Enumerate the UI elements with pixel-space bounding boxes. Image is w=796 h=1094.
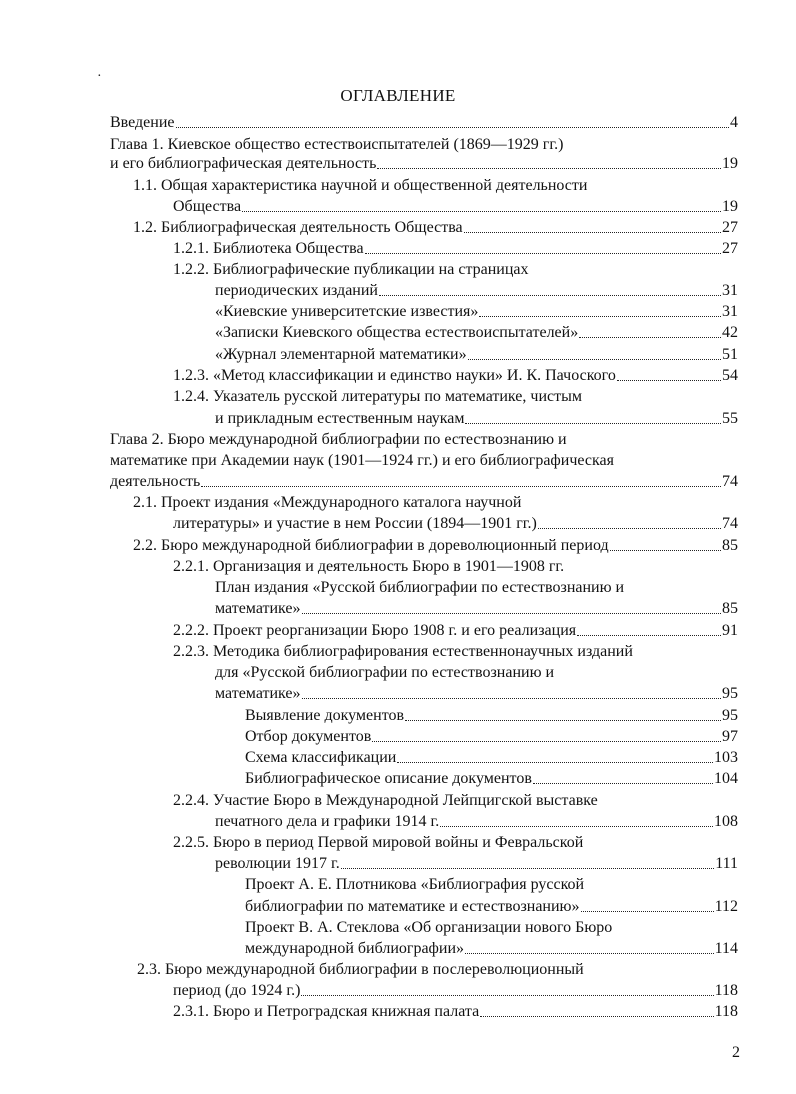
toc-entry-title: Введение: [110, 114, 175, 131]
toc-entry-title: математике»: [215, 685, 301, 702]
toc-entry-title: Выявление документов: [245, 707, 405, 724]
toc-entry-page: 27: [722, 219, 738, 236]
toc-entry: [215, 280, 738, 301]
toc-entry: [173, 386, 582, 407]
toc-entry-title: и его библиографическая деятельность: [110, 155, 377, 172]
toc-entry-page: 111: [715, 855, 738, 872]
stray-dot-mark: ·: [97, 69, 102, 84]
toc-entry-page: 114: [714, 940, 738, 957]
toc-entry: [173, 832, 583, 853]
toc-entry: [173, 259, 529, 280]
toc-entry: [110, 153, 738, 174]
toc-entry-page: 118: [714, 1003, 738, 1020]
toc-entry-title: международной библиографии»: [245, 940, 465, 957]
toc-entry-page: 85: [722, 600, 738, 617]
page-number: 2: [732, 1044, 740, 1061]
toc-entry: [110, 471, 738, 492]
toc-entry-page: 42: [722, 324, 738, 341]
dot-leader: [533, 783, 713, 784]
dot-leader: [176, 127, 730, 128]
toc-entry-title: 2.3. Бюро международной библиографии в послереволюционный: [137, 961, 584, 978]
toc-entry: [173, 556, 564, 577]
toc-entry-title: печатного дела и графики 1914 г.: [215, 813, 440, 830]
dot-leader: [465, 423, 721, 424]
toc-entry-title: литературы» и участие в нем России (1894—1901 гг.): [173, 515, 537, 532]
dot-leader: [201, 486, 721, 487]
toc-entry-title: для «Русской библиографии по естествознанию и: [215, 664, 555, 681]
toc-entry-page: 112: [714, 898, 738, 915]
dot-leader: [397, 762, 713, 763]
toc-entry-title: Глава 1. Киевское общество естествоиспытателей (1869—1929 гг.): [110, 136, 564, 153]
toc-entry-title: математике»: [215, 600, 301, 617]
toc-entry: [173, 238, 738, 259]
dot-leader: [301, 995, 713, 996]
toc-entry-title: 2.2.1. Организация и деятельность Бюро в 1901—1908 гг.: [173, 558, 565, 575]
dot-leader: [372, 741, 721, 742]
toc-entry-page: 54: [722, 367, 738, 384]
toc-entry-page: 27: [722, 240, 738, 257]
toc-entry-title: 1.2.1. Библиотека Общества: [173, 240, 364, 257]
toc-entry: [215, 853, 738, 874]
toc-entry-title: 1.2.4. Указатель русской литературы по математике, чистым: [173, 388, 582, 405]
toc-entry-title: период (до 1924 г.): [173, 982, 301, 999]
toc-entry: [245, 917, 612, 938]
page-title: ОГЛАВЛЕНИЕ: [340, 86, 456, 105]
toc-entry-title: и прикладным естественным наукам: [215, 410, 465, 427]
toc-entry: [245, 938, 738, 959]
toc-entry-title: Отбор документов: [245, 728, 372, 745]
dot-leader: [377, 168, 721, 169]
dot-leader: [538, 528, 721, 529]
toc-entry-title: 1.2. Библиографическая деятельность Общества: [133, 219, 463, 236]
toc-entry: [245, 726, 738, 747]
toc-entry: [245, 747, 738, 768]
toc-entry-page: 108: [714, 813, 738, 830]
toc-entry-title: деятельность: [110, 473, 201, 490]
toc-entry-title: «Киевские университетские известия»: [215, 303, 479, 320]
toc-entry-page: 85: [722, 537, 738, 554]
toc-entry-title: 2.2.2. Проект реорганизации Бюро 1908 г. и его реализация: [173, 622, 577, 639]
toc-entry-title: 2.2.4. Участие Бюро в Международной Лейпцигской выставке: [173, 792, 598, 809]
toc-entry: [110, 429, 567, 450]
toc-entry-title: 1.2.3. «Метод классификации и единство науки» И. К. Пачоского: [173, 367, 616, 384]
toc-entry: [133, 217, 738, 238]
toc-entry-title: Библиографическое описание документов: [245, 770, 532, 787]
toc-entry-page: 55: [722, 410, 738, 427]
toc-entry: [215, 301, 738, 322]
toc-entry-title: 2.3.1. Бюро и Петроградская книжная палата: [173, 1003, 480, 1020]
dot-leader: [479, 316, 721, 317]
toc-entry-title: Общества: [173, 198, 242, 215]
toc-entry-title: революции 1917 г.: [215, 855, 340, 872]
toc-entry: [137, 959, 584, 980]
toc-entry-page: 97: [722, 728, 738, 745]
toc-entry-title: 2.2. Бюро международной библиографии в дореволюционный период: [133, 537, 609, 554]
toc-entry-title: библиографии по математике и естествознанию»: [245, 898, 580, 915]
dot-leader: [617, 380, 721, 381]
toc-entry: [245, 874, 584, 895]
toc-entry: [133, 175, 587, 196]
toc-entry-page: 91: [722, 622, 738, 639]
toc-entry-title: Проект А. Е. Плотникова «Библиография русской: [245, 876, 585, 893]
toc-entry-page: 104: [714, 770, 738, 787]
dot-leader: [581, 911, 714, 912]
toc-entry-title: периодических изданий: [215, 282, 378, 299]
dot-leader: [365, 253, 721, 254]
toc-entry: [173, 980, 738, 1001]
toc-entry-title: Проект В. А. Стеклова «Об организации нового Бюро: [245, 919, 613, 936]
toc-entry: [215, 322, 738, 343]
toc-entry-title: Схема классификации: [245, 749, 397, 766]
toc-entry-page: 19: [722, 198, 738, 215]
dot-leader: [302, 698, 721, 699]
toc-entry: [215, 811, 738, 832]
toc-entry: [133, 535, 738, 556]
toc-entry: [215, 598, 738, 619]
toc-entry: [245, 896, 738, 917]
toc-entry: [215, 683, 738, 704]
toc-entry: [173, 790, 598, 811]
dot-leader: [577, 635, 721, 636]
toc-entry-page: 31: [722, 282, 738, 299]
toc-entry-title: 2.1. Проект издания «Международного каталога научной: [133, 494, 522, 511]
toc-entry: [215, 408, 738, 429]
toc-entry: [110, 112, 738, 133]
toc-entry: [245, 768, 738, 789]
dot-leader: [302, 613, 721, 614]
toc-entry-title: 1.1. Общая характеристика научной и общественной деятельности: [133, 177, 588, 194]
dot-leader: [379, 295, 721, 296]
toc-entry-page: 95: [722, 685, 738, 702]
toc-entry: [215, 344, 738, 365]
toc-entry-page: 95: [722, 707, 738, 724]
toc-entry: [110, 134, 563, 155]
toc-entry-page: 31: [722, 303, 738, 320]
toc-entry-title: 2.2.3. Методика библиографирования естественнонаучных изданий: [173, 643, 633, 660]
toc-entry: [133, 492, 521, 513]
toc-entry-title: Глава 2. Бюро международной библиографии по естествознанию и: [110, 431, 567, 448]
toc-entry-title: «Журнал элементарной математики»: [215, 346, 467, 363]
toc-entry-title: математике при Академии наук (1901—1924 гг.) и его библиографическая: [110, 452, 614, 469]
toc-entry: [245, 705, 738, 726]
toc-entry-title: 2.2.5. Бюро в период Первой мировой войны и Февральской: [173, 834, 584, 851]
toc-entry-title: 1.2.2. Библиографические публикации на страницах: [173, 261, 529, 278]
toc-entry: [173, 620, 738, 641]
toc-entry: [173, 513, 738, 534]
toc-entry: [110, 450, 614, 471]
toc-entry: [173, 641, 633, 662]
dot-leader: [579, 337, 721, 338]
dot-leader: [610, 550, 721, 551]
toc-entry-title: План издания «Русской библиографии по естествознанию и: [215, 579, 625, 596]
dot-leader: [464, 232, 721, 233]
dot-leader: [480, 1016, 713, 1017]
dot-leader: [440, 826, 713, 827]
toc-entry-page: 74: [722, 473, 738, 490]
dot-leader: [341, 868, 714, 869]
toc-entry: [173, 1001, 738, 1022]
toc-entry-page: 19: [722, 155, 738, 172]
dot-leader: [465, 953, 714, 954]
dot-leader: [405, 720, 721, 721]
dot-leader: [242, 211, 721, 212]
toc-entry: [215, 662, 554, 683]
toc-entry: [173, 196, 738, 217]
toc-entry: [173, 365, 738, 386]
dot-leader: [468, 359, 721, 360]
toc-entry-page: 51: [722, 346, 738, 363]
toc-entry-title: «Записки Киевского общества естествоиспытателей»: [215, 324, 579, 341]
toc-entry-page: 118: [714, 982, 738, 999]
toc-entry-page: 74: [722, 515, 738, 532]
toc-entry-page: 103: [714, 749, 738, 766]
toc-entry: [215, 577, 624, 598]
toc-entry-page: 4: [730, 114, 738, 131]
